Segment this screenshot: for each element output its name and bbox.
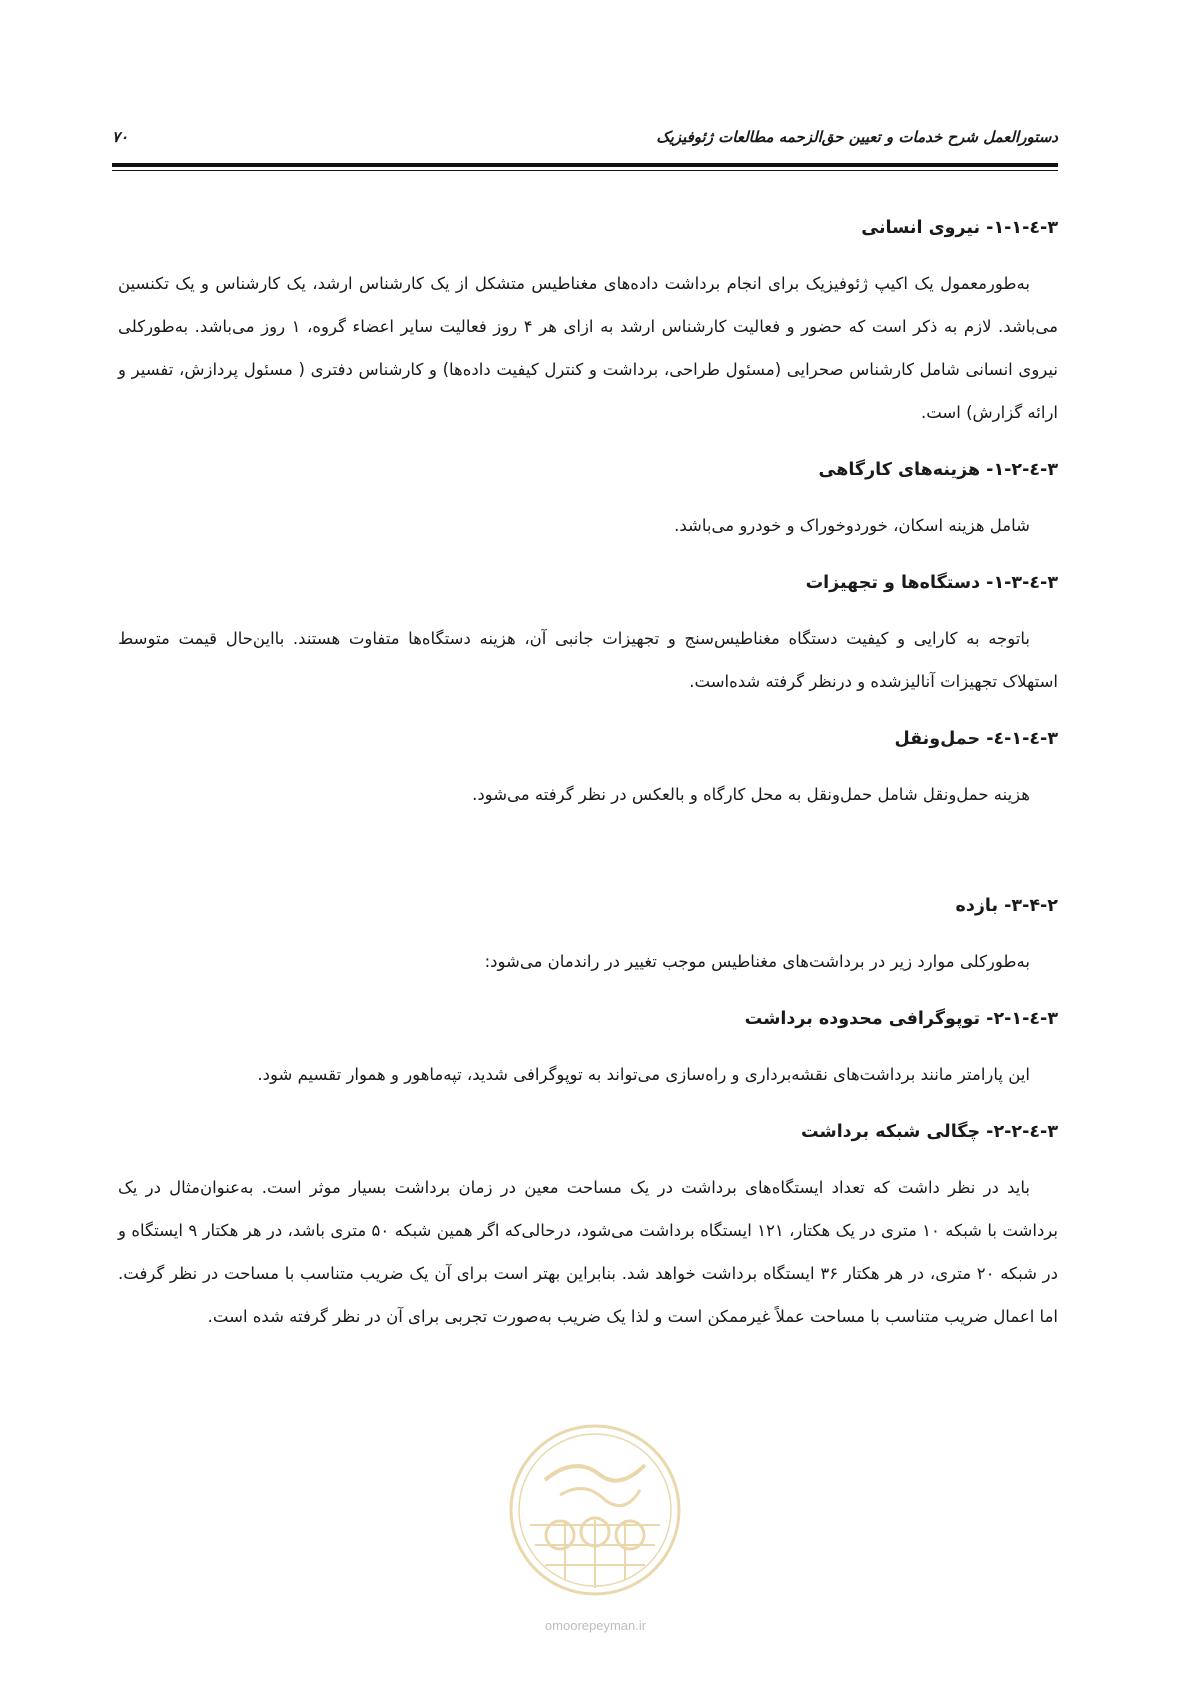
section-grid-density — [118, 1118, 1058, 1338]
page-header — [112, 128, 1058, 156]
watermark-seal-icon — [505, 1420, 685, 1600]
section-workshop-costs — [118, 456, 1058, 547]
section-paragraph: باید در نظر داشت که تعداد ایستگاه‌های برداشت در یک مساحت معین در زمان برداشت بسیار موثر است. به‌عنوان‌مثال در یک برداشت با شبکه ۱۰ متری در یک هکتار، ۱۲۱ ایستگاه برداشت می‌شود، درحالی‌که اگر همین شبکه ۵۰ متری باشد، در هر هکتار ۹ ایستگاه و در شبکه ۲۰ متری، در هر هکتار ۳۶ ایستگاه برداشت خواهد شد. بنابراین بهتر است برای آن یک ضریب متناسب با مساحت در نظر گرفت. اما اعمال ضریب متناسب با مساحت عملاً غیرممکن است و لذا یک ضریب به‌صورت تجربی برای آن در نظر گرفته شده است. — [118, 1178, 1059, 1326]
page-number: ۷۰ — [112, 128, 129, 146]
header-title: دستورالعمل شرح خدمات و تعیین حق‌الزحمه مطالعات ژئوفیزیک — [656, 128, 1058, 146]
document-body — [118, 214, 1058, 1338]
section-heading: ۳-٤-۱-۲- هزینه‌های کارگاهی — [818, 460, 1058, 480]
section-transport — [118, 725, 1058, 816]
watermark-url: omoorepeyman.ir — [544, 1618, 647, 1633]
section-heading: ۳-٤-۱-٤- حمل‌ونقل — [894, 729, 1058, 749]
section-heading: ۳-٤-۲-۲- چگالی شبکه برداشت — [800, 1122, 1058, 1142]
header-rule-thick — [112, 163, 1058, 167]
section-paragraph: باتوجه به کارایی و کیفیت دستگاه مغناطیس‌سنج و تجهیزات جانبی آن، هزینه دستگاه‌ها متفاوت هستند. بااین‌حال قیمت متوسط استهلاک تجهیزات آنالیزشده و درنظر گرفته شده‌است. — [118, 629, 1058, 691]
section-topography — [118, 1005, 1058, 1096]
section-paragraph: هزینه حمل‌ونقل شامل حمل‌ونقل به محل کارگاه و بالعکس در نظر گرفته می‌شود. — [472, 785, 1030, 804]
section-paragraph: شامل هزینه اسکان، خوردوخوراک و خودرو می‌باشد. — [674, 516, 1030, 535]
section-heading: ۳-٤-۱-۱- نیروی انسانی — [861, 218, 1058, 238]
section-equipment — [118, 569, 1058, 703]
section-paragraph: به‌طورمعمول یک اکیپ ژئوفیزیک برای انجام برداشت داده‌های مغناطیس متشکل از یک کارشناس ارشد، یک کارشناس و یک تکنسین می‌باشد. لازم به ذکر است که حضور و فعالیت کارشناس ارشد به ازای هر ۴ روز فعالیت سایر اعضاء گروه، ۱ روز می‌باشد. به‌طورکلی نیروی انسانی شامل کارشناس صحرایی (مسئول طراحی، برداشت و کنترل کیفیت داده‌ها) و کارشناس دفتری ( مسئول پردازش، تفسیر و ارائه گزارش) است. — [118, 274, 1058, 422]
section-heading: ۳-۴-۲- بازده — [955, 896, 1058, 916]
header-rule-thin — [112, 170, 1058, 171]
section-efficiency — [118, 892, 1058, 983]
section-human-resources — [118, 214, 1058, 434]
section-heading: ۳-٤-۱-۳- دستگاه‌ها و تجهیزات — [805, 573, 1058, 593]
section-heading: ۳-٤-۲-۱- توپوگرافی محدوده برداشت — [744, 1009, 1058, 1029]
section-paragraph: به‌طورکلی موارد زیر در برداشت‌های مغناطیس موجب تغییر در راندمان می‌شود: — [484, 952, 1030, 971]
section-paragraph: این پارامتر مانند برداشت‌های نقشه‌برداری و راه‌سازی می‌تواند به توپوگرافی شدید، تپه‌ماهور و هموار تقسیم شود. — [257, 1065, 1030, 1084]
